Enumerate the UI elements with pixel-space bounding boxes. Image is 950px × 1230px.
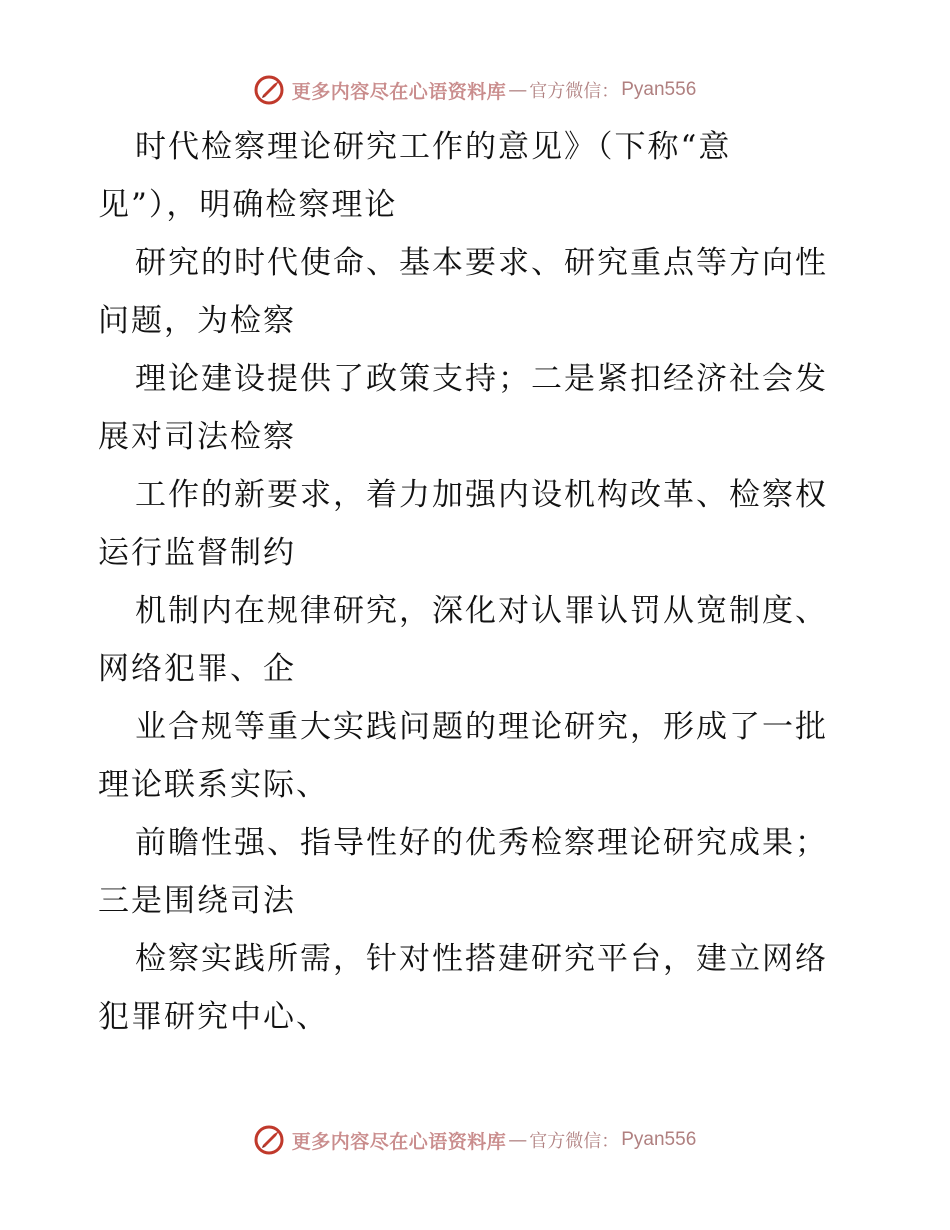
banner-wechat-label: 官方微信：: [529, 1131, 620, 1152]
banner-separator: —: [508, 79, 528, 101]
text-line: 犯罪研究中心、: [98, 999, 329, 1035]
text-line: 工作的新要求，着力加强内设机构改革、检察权: [135, 477, 828, 513]
banner-wechat-id: Pyan556: [621, 79, 697, 100]
text-line: 问题，为检察: [98, 303, 296, 339]
text-line: 见”），明确检察理论: [98, 187, 398, 223]
text-line: 运行监督制约: [98, 535, 296, 571]
pen-logo-icon: [254, 1123, 288, 1157]
banner-wechat-id: Pyan556: [621, 1129, 697, 1150]
banner-wechat-label: 官方微信：: [529, 81, 620, 102]
text-line: 研究的时代使命、基本要求、研究重点等方向性: [135, 245, 828, 281]
text-line: 前瞻性强、指导性好的优秀检察理论研究成果；: [135, 825, 828, 861]
document-body: [98, 118, 858, 1046]
text-line: 时代检察理论研究工作的意见》（下称“意: [135, 129, 732, 165]
text-line: 检察实践所需，针对性搭建研究平台，建立网络: [135, 941, 828, 977]
text-line: 网络犯罪、企: [98, 651, 296, 687]
text-line: 业合规等重大实践问题的理论研究，形成了一批: [135, 709, 828, 745]
text-line: 理论建设提供了政策支持；二是紧扣经济社会发: [135, 361, 828, 397]
footer-banner: [0, 1120, 950, 1160]
text-line: 三是围绕司法: [98, 883, 296, 919]
text-line: 理论联系实际、: [98, 767, 329, 803]
header-banner: [0, 70, 950, 110]
banner-separator: —: [508, 1129, 528, 1151]
text-line: 展对司法检察: [98, 419, 296, 455]
banner-text: 更多内容尽在心语资料库: [291, 80, 507, 103]
banner-text: 更多内容尽在心语资料库: [291, 1130, 507, 1153]
text-line: 机制内在规律研究，深化对认罪认罚从宽制度、: [135, 593, 828, 629]
pen-logo-icon: [254, 73, 288, 107]
